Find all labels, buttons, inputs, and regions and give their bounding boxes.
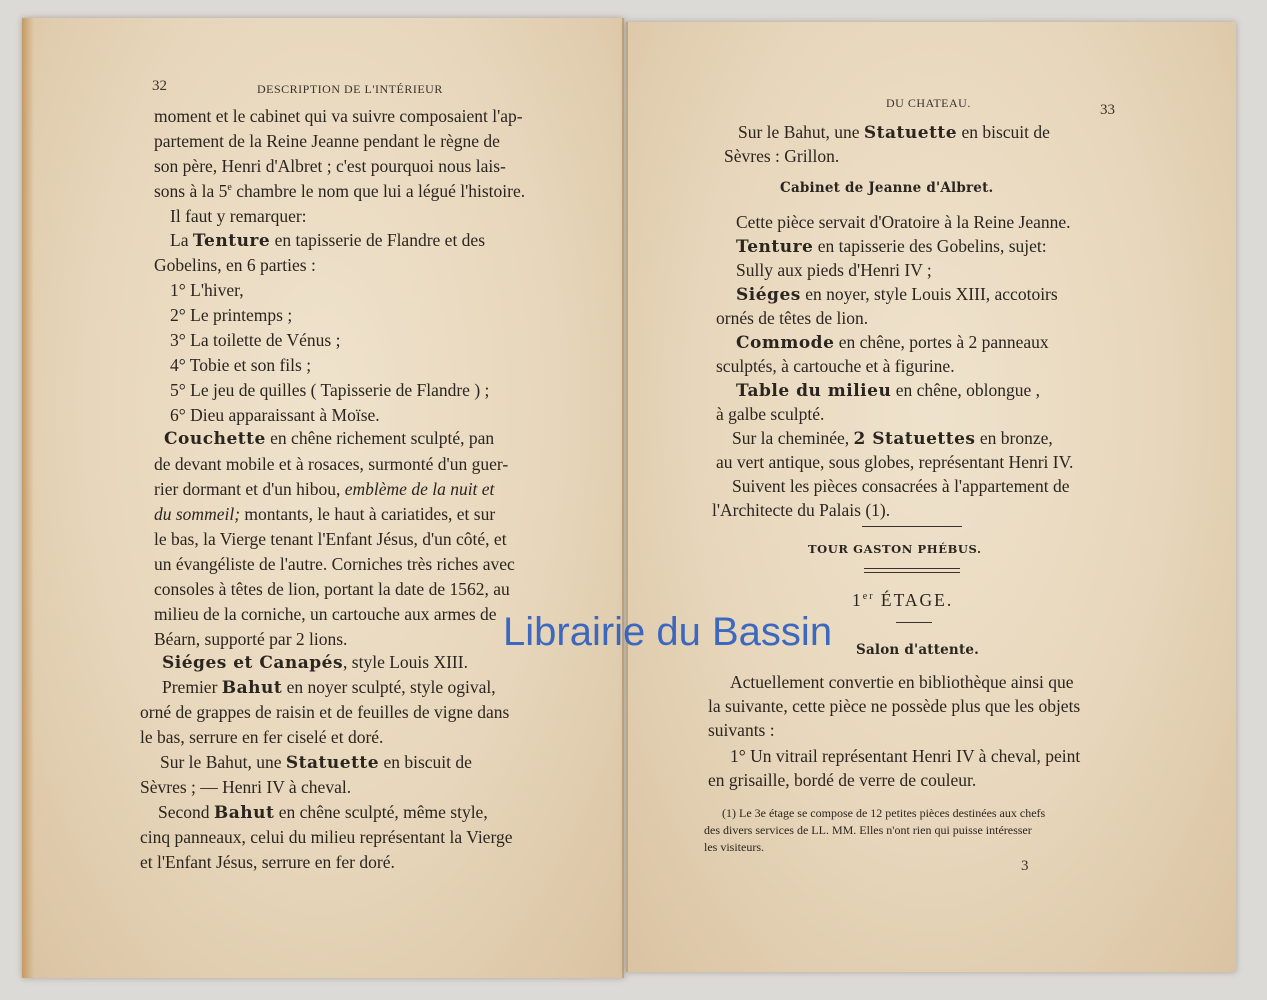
footnote-line: les visiteurs. (704, 840, 764, 854)
text-line: ornés de têtes de lion. (716, 308, 869, 328)
text-line: Couchette en chêne richement sculpté, pan (164, 428, 495, 449)
text-line: sculptés, à cartouche et à figurine. (716, 356, 955, 376)
text-line: rier dormant et d'un hibou, emblème de la nuit et (154, 479, 495, 499)
text-line: Sur la cheminée, 2 Statuettes en bronze, (732, 428, 1053, 449)
text-line: moment et le cabinet qui va suivre composaient l'ap- (154, 106, 523, 126)
divider (896, 622, 932, 623)
text-line: le bas, la Vierge tenant l'Enfant Jésus, d'un côté, et (154, 529, 507, 549)
text-line: cinq panneaux, celui du milieu représentant la Vierge (140, 827, 513, 847)
divider (864, 568, 960, 569)
text-line: Table du milieu en chêne, oblongue , (736, 380, 1041, 401)
text-line: Sèvres : Grillon. (724, 146, 840, 166)
list-item: 6° Dieu apparaissant à Moïse. (170, 405, 380, 425)
text-line: Siéges en noyer, style Louis XIII, accotoirs (736, 284, 1058, 305)
text-line: Actuellement convertie en bibliothèque ainsi que (730, 672, 1074, 692)
page-number-right: 33 (1100, 102, 1115, 118)
section-heading: TOUR GASTON PHÉBUS. (808, 542, 982, 556)
list-item: 4° Tobie et son fils ; (170, 355, 312, 375)
text-line: orné de grappes de raisin et de feuilles de vigne dans (140, 702, 510, 722)
text-line: de devant mobile et à rosaces, surmonté d'un guer- (154, 454, 509, 474)
text-line: l'Architecte du Palais (1). (712, 500, 891, 520)
text-line: son père, Henri d'Albret ; c'est pourquoi nous lais- (154, 156, 506, 176)
text-line: sons à la 5e chambre le nom que lui a légué l'histoire. (154, 181, 526, 201)
divider (864, 572, 960, 573)
section-heading: Cabinet de Jeanne d'Albret. (780, 180, 994, 196)
right-page (626, 22, 1236, 972)
footnote-line: des divers services de LL. MM. Elles n'ont rien qui puisse intéresser (704, 823, 1032, 837)
signature-mark: 3 (1021, 858, 1029, 874)
text-line: et l'Enfant Jésus, serrure en fer doré. (140, 852, 395, 872)
text-line: Suivent les pièces consacrées à l'appartement de (732, 476, 1070, 496)
running-head-right: DU CHATEAU. (886, 96, 971, 110)
text-line: partement de la Reine Jeanne pendant le règne de (154, 131, 500, 151)
text-line: au vert antique, sous globes, représentant Henri IV. (716, 452, 1074, 472)
list-item: 5° Le jeu de quilles ( Tapisserie de Flandre ) ; (170, 380, 490, 400)
text-line: consoles à têtes de lion, portant la date de 1562, au (154, 579, 510, 599)
footnote-line: (1) Le 3e étage se compose de 12 petites pièces destinées aux chefs (722, 806, 1046, 820)
text-line: du sommeil; montants, le haut à cariatides, et sur (154, 504, 496, 524)
list-item: 1° L'hiver, (170, 280, 244, 300)
text-line: Gobelins, en 6 parties : (154, 255, 316, 275)
divider (862, 526, 962, 527)
text-line: Sèvres ; — Henri IV à cheval. (140, 777, 352, 797)
page-number-left: 32 (152, 78, 167, 94)
text-line: à galbe sculpté. (716, 404, 825, 424)
text-line: Sur le Bahut, une Statuette en biscuit de (738, 122, 1050, 143)
text-line: Second Bahut en chêne sculpté, même style, (158, 802, 488, 823)
text-line: en grisaille, bordé de verre de couleur. (708, 770, 977, 790)
text-line: Sully aux pieds d'Henri IV ; (736, 260, 932, 280)
text-line: Sur le Bahut, une Statuette en biscuit de (160, 752, 472, 773)
text-line: Tenture en tapisserie des Gobelins, sujet: (736, 236, 1047, 257)
text-line: La Tenture en tapisserie de Flandre et des (170, 230, 486, 251)
text-line: suivants : (708, 720, 775, 740)
text-line: milieu de la corniche, un cartouche aux armes de (154, 604, 497, 624)
text-line: Cette pièce servait d'Oratoire à la Reine Jeanne. (736, 212, 1071, 232)
text-line: 1° Un vitrail représentant Henri IV à cheval, peint (730, 746, 1081, 766)
section-heading: Salon d'attente. (856, 642, 980, 658)
text-line: Siéges et Canapés, style Louis XIII. (162, 652, 468, 673)
list-item: 2° Le printemps ; (170, 305, 293, 325)
text-line: Il faut y remarquer: (170, 206, 307, 226)
text-line: Premier Bahut en noyer sculpté, style ogival, (162, 677, 496, 698)
text-line: Béarn, supporté par 2 lions. (154, 629, 348, 649)
watermark: Librairie du Bassin (503, 610, 833, 654)
text-line: le bas, serrure en fer ciselé et doré. (140, 727, 384, 747)
left-page (22, 18, 624, 978)
text-line: la suivante, cette pièce ne possède plus que les objets (708, 696, 1081, 716)
text-line: Commode en chêne, portes à 2 panneaux (736, 332, 1049, 353)
floor-heading: 1er ÉTAGE. (852, 590, 954, 610)
text-line: un évangéliste de l'autre. Corniches très riches avec (154, 554, 515, 574)
running-head-left: DESCRIPTION DE L'INTÉRIEUR (257, 82, 443, 96)
list-item: 3° La toilette de Vénus ; (170, 330, 341, 350)
